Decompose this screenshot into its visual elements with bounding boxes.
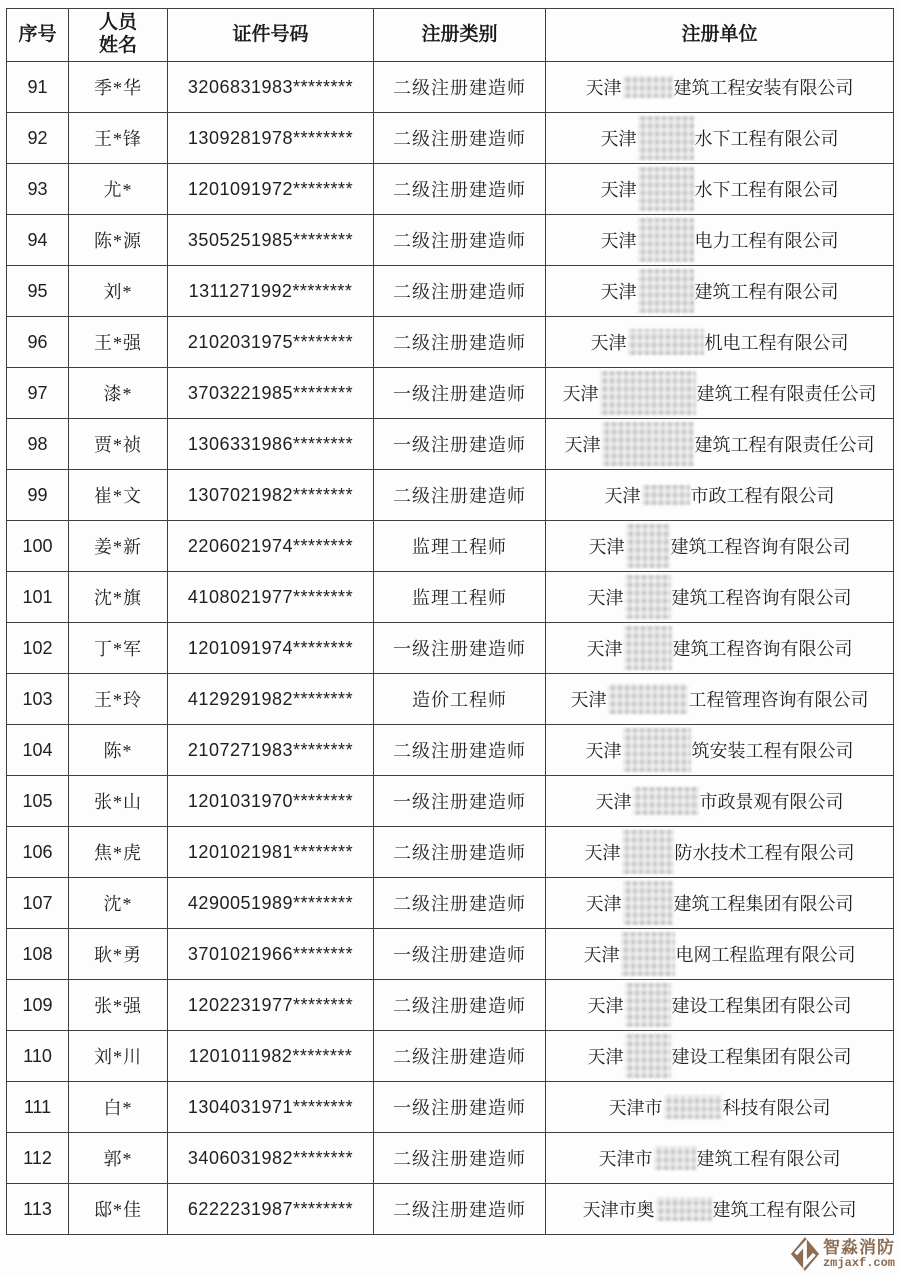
company-name xyxy=(548,269,891,313)
cell-serial-number: 104 xyxy=(7,725,69,776)
cell-person-name: 张*山 xyxy=(69,776,168,827)
redaction-blur-patch xyxy=(625,983,671,1027)
redaction-blur-patch xyxy=(623,881,673,925)
redaction-blur-patch xyxy=(624,626,672,670)
cell-registration-category: 二级注册建造师 xyxy=(374,1133,546,1184)
table-row xyxy=(7,317,894,368)
cell-cert-number: 1201031970******** xyxy=(168,776,374,827)
cell-serial-number: 101 xyxy=(7,572,69,623)
company-name-suffix: 防水技术工程有限公司 xyxy=(674,843,855,863)
cell-cert-number: 1307021982******** xyxy=(168,470,374,521)
cell-serial-number: 98 xyxy=(7,419,69,470)
registration-table xyxy=(6,8,894,1235)
company-name-suffix: 电力工程有限公司 xyxy=(694,231,839,251)
company-name-prefix: 天津 xyxy=(583,945,620,965)
table-row xyxy=(7,1133,894,1184)
cell-registration-company xyxy=(546,1133,894,1184)
cell-serial-number: 113 xyxy=(7,1184,69,1235)
company-name xyxy=(548,422,891,466)
cell-serial-number: 94 xyxy=(7,215,69,266)
company-name-suffix: 水下工程有限公司 xyxy=(694,180,839,200)
cell-cert-number: 2102031975******** xyxy=(168,317,374,368)
cell-cert-number: 4290051989******** xyxy=(168,878,374,929)
table-row xyxy=(7,62,894,113)
table-row xyxy=(7,164,894,215)
cell-person-name: 刘* xyxy=(69,266,168,317)
header-cell-no xyxy=(7,9,69,62)
company-name-suffix: 市政工程有限公司 xyxy=(690,486,835,506)
cell-serial-number: 108 xyxy=(7,929,69,980)
cell-registration-company xyxy=(546,215,894,266)
company-name-suffix: 工程管理咨询有限公司 xyxy=(688,690,869,710)
cell-cert-number: 1311271992******** xyxy=(168,266,374,317)
table-row xyxy=(7,470,894,521)
cell-registration-category: 二级注册建造师 xyxy=(374,827,546,878)
company-name xyxy=(548,167,891,211)
company-name-prefix: 天津 xyxy=(562,384,599,404)
company-name xyxy=(548,983,891,1027)
cell-registration-category: 二级注册建造师 xyxy=(374,1184,546,1235)
company-name-suffix: 建筑工程有限公司 xyxy=(694,282,839,302)
table-row xyxy=(7,623,894,674)
company-name xyxy=(548,932,891,976)
cell-registration-category: 一级注册建造师 xyxy=(374,419,546,470)
company-name xyxy=(548,329,891,355)
zhimiao-logo-icon xyxy=(790,1236,820,1272)
redaction-blur-patch xyxy=(602,422,694,466)
table-row xyxy=(7,1031,894,1082)
company-name-suffix: 建筑工程咨询有限公司 xyxy=(671,588,852,608)
cell-registration-category: 一级注册建造师 xyxy=(374,929,546,980)
header-category-label: 注册类别 xyxy=(421,23,498,45)
cell-person-name: 沈*旗 xyxy=(69,572,168,623)
cell-registration-company xyxy=(546,1082,894,1133)
cell-registration-company xyxy=(546,317,894,368)
redaction-blur-patch xyxy=(625,575,671,619)
company-name-prefix: 天津 xyxy=(590,333,627,353)
cell-registration-company xyxy=(546,980,894,1031)
redaction-blur-patch xyxy=(638,167,694,211)
table-row xyxy=(7,980,894,1031)
redaction-blur-patch xyxy=(638,269,694,313)
redaction-blur-patch xyxy=(654,1146,696,1170)
table-row xyxy=(7,521,894,572)
company-name xyxy=(548,116,891,160)
cell-registration-category: 二级注册建造师 xyxy=(374,980,546,1031)
company-name xyxy=(548,830,891,874)
company-name-prefix: 天津 xyxy=(587,996,624,1016)
company-name-suffix: 筑安装工程有限公司 xyxy=(691,741,854,761)
cell-registration-company xyxy=(546,1031,894,1082)
cell-person-name: 王*玲 xyxy=(69,674,168,725)
company-name-prefix: 天津市 xyxy=(608,1098,663,1118)
header-row xyxy=(7,9,894,62)
table-body xyxy=(7,62,894,1235)
cell-cert-number: 1201011982******** xyxy=(168,1031,374,1082)
cell-cert-number: 1309281978******** xyxy=(168,113,374,164)
redaction-blur-patch xyxy=(638,116,694,160)
cell-serial-number: 102 xyxy=(7,623,69,674)
table-row xyxy=(7,1082,894,1133)
table-row xyxy=(7,419,894,470)
redaction-blur-patch xyxy=(600,371,696,415)
company-name-suffix: 建筑工程有限公司 xyxy=(696,1149,841,1169)
company-name-prefix: 天津 xyxy=(585,741,622,761)
cell-cert-number: 6222231987******** xyxy=(168,1184,374,1235)
company-name xyxy=(548,575,891,619)
cell-person-name: 季*华 xyxy=(69,62,168,113)
redaction-blur-patch xyxy=(664,1095,722,1119)
table-header xyxy=(7,9,894,62)
cell-registration-company xyxy=(546,572,894,623)
cell-registration-category: 二级注册建造师 xyxy=(374,470,546,521)
cell-registration-company xyxy=(546,62,894,113)
cell-serial-number: 91 xyxy=(7,62,69,113)
cell-cert-number: 3206831983******** xyxy=(168,62,374,113)
cell-registration-category: 一级注册建造师 xyxy=(374,368,546,419)
company-name-prefix: 天津 xyxy=(604,486,641,506)
cell-registration-category: 二级注册建造师 xyxy=(374,266,546,317)
company-name-suffix: 建设工程集团有限公司 xyxy=(671,1047,852,1067)
cell-cert-number: 3701021966******** xyxy=(168,929,374,980)
table-row xyxy=(7,572,894,623)
cell-serial-number: 99 xyxy=(7,470,69,521)
header-cell-company xyxy=(546,9,894,62)
cell-cert-number: 2206021974******** xyxy=(168,521,374,572)
cell-serial-number: 92 xyxy=(7,113,69,164)
redaction-blur-patch xyxy=(626,524,670,568)
cell-registration-company xyxy=(546,368,894,419)
table-row xyxy=(7,215,894,266)
company-name-prefix: 天津 xyxy=(586,639,623,659)
company-name-suffix: 建筑工程有限责任公司 xyxy=(694,435,875,455)
company-name xyxy=(548,684,891,714)
redaction-blur-patch xyxy=(625,1034,671,1078)
cell-registration-category: 一级注册建造师 xyxy=(374,623,546,674)
company-name-suffix: 科技有限公司 xyxy=(722,1098,831,1118)
table-row xyxy=(7,725,894,776)
cell-person-name: 沈* xyxy=(69,878,168,929)
company-name-prefix: 天津市奥 xyxy=(582,1200,655,1220)
header-no-label: 序号 xyxy=(18,23,57,45)
cell-cert-number: 1201021981******** xyxy=(168,827,374,878)
cell-registration-company xyxy=(546,674,894,725)
redaction-blur-patch xyxy=(623,728,691,772)
redaction-blur-patch xyxy=(621,932,675,976)
cell-person-name: 姜*新 xyxy=(69,521,168,572)
cell-registration-category: 监理工程师 xyxy=(374,521,546,572)
cell-cert-number: 3505251985******** xyxy=(168,215,374,266)
cell-serial-number: 111 xyxy=(7,1082,69,1133)
cell-serial-number: 110 xyxy=(7,1031,69,1082)
company-name xyxy=(548,1145,891,1171)
header-name-label-line1: 人员 xyxy=(98,12,137,34)
cell-serial-number: 109 xyxy=(7,980,69,1031)
header-cell-cert xyxy=(168,9,374,62)
cell-person-name: 白* xyxy=(69,1082,168,1133)
company-name xyxy=(548,787,891,815)
cell-person-name: 陈* xyxy=(69,725,168,776)
company-name-suffix: 建筑工程集团有限公司 xyxy=(673,894,854,914)
cell-cert-number: 1304031971******** xyxy=(168,1082,374,1133)
watermark-title: 智淼消防 xyxy=(822,1237,895,1257)
cell-cert-number: 2107271983******** xyxy=(168,725,374,776)
company-name xyxy=(548,371,891,415)
cell-registration-company xyxy=(546,1184,894,1235)
cell-registration-company xyxy=(546,521,894,572)
cell-registration-company xyxy=(546,878,894,929)
company-name xyxy=(548,626,891,670)
redaction-blur-patch xyxy=(608,684,688,714)
company-name-prefix: 天津 xyxy=(595,792,632,812)
cell-person-name: 邸*佳 xyxy=(69,1184,168,1235)
company-name-prefix: 天津 xyxy=(584,843,621,863)
cell-person-name: 王*锋 xyxy=(69,113,168,164)
redaction-blur-patch xyxy=(642,485,690,505)
cell-registration-company xyxy=(546,266,894,317)
cell-registration-category: 二级注册建造师 xyxy=(374,725,546,776)
cell-registration-company xyxy=(546,623,894,674)
company-name-suffix: 建筑工程咨询有限公司 xyxy=(670,537,851,557)
watermark-text xyxy=(823,1239,895,1269)
cell-person-name: 丁*军 xyxy=(69,623,168,674)
company-name-prefix: 天津 xyxy=(587,1047,624,1067)
cell-registration-category: 监理工程师 xyxy=(374,572,546,623)
company-name xyxy=(548,728,891,772)
header-cell-name xyxy=(69,9,168,62)
company-name xyxy=(548,482,891,508)
company-name xyxy=(548,881,891,925)
cell-person-name: 焦*虎 xyxy=(69,827,168,878)
company-name xyxy=(548,74,891,100)
company-name-suffix: 水下工程有限公司 xyxy=(694,129,839,149)
company-name-prefix: 天津 xyxy=(600,180,637,200)
cell-serial-number: 106 xyxy=(7,827,69,878)
company-name-prefix: 天津市 xyxy=(598,1149,653,1169)
redaction-blur-patch xyxy=(622,830,674,874)
cell-person-name: 贾*祯 xyxy=(69,419,168,470)
cell-serial-number: 93 xyxy=(7,164,69,215)
table-row xyxy=(7,878,894,929)
table-row xyxy=(7,827,894,878)
company-name-suffix: 机电工程有限公司 xyxy=(704,333,849,353)
table-row xyxy=(7,266,894,317)
watermark-url: zmjaxf.com xyxy=(822,1255,895,1270)
company-name-prefix: 天津 xyxy=(570,690,607,710)
cell-registration-category: 二级注册建造师 xyxy=(374,164,546,215)
cell-registration-company xyxy=(546,725,894,776)
company-name-prefix: 天津 xyxy=(588,537,625,557)
redaction-blur-patch xyxy=(638,218,694,262)
header-cert-label: 证件号码 xyxy=(232,23,309,45)
site-watermark xyxy=(790,1236,895,1272)
company-name xyxy=(548,1034,891,1078)
company-name-suffix: 市政景观有限公司 xyxy=(699,792,844,812)
cell-registration-company xyxy=(546,113,894,164)
cell-serial-number: 100 xyxy=(7,521,69,572)
company-name-prefix: 天津 xyxy=(600,129,637,149)
cell-person-name: 陈*源 xyxy=(69,215,168,266)
cell-registration-category: 一级注册建造师 xyxy=(374,1082,546,1133)
cell-person-name: 崔*文 xyxy=(69,470,168,521)
cell-person-name: 刘*川 xyxy=(69,1031,168,1082)
redaction-blur-patch xyxy=(623,76,673,98)
company-name-prefix: 天津 xyxy=(585,78,622,98)
redaction-blur-patch xyxy=(633,787,699,815)
cell-serial-number: 96 xyxy=(7,317,69,368)
company-name-prefix: 天津 xyxy=(585,894,622,914)
company-name xyxy=(548,218,891,262)
cell-cert-number: 1202231977******** xyxy=(168,980,374,1031)
cell-cert-number: 4129291982******** xyxy=(168,674,374,725)
cell-registration-category: 造价工程师 xyxy=(374,674,546,725)
cell-registration-company xyxy=(546,929,894,980)
company-name-suffix: 建设工程集团有限公司 xyxy=(671,996,852,1016)
company-name-suffix: 建筑工程有限公司 xyxy=(712,1200,857,1220)
table-row xyxy=(7,929,894,980)
cell-person-name: 张*强 xyxy=(69,980,168,1031)
header-cell-category xyxy=(374,9,546,62)
company-name-suffix: 建筑工程咨询有限公司 xyxy=(672,639,853,659)
company-name-prefix: 天津 xyxy=(564,435,601,455)
cell-serial-number: 95 xyxy=(7,266,69,317)
table-row xyxy=(7,1184,894,1235)
cell-person-name: 王*强 xyxy=(69,317,168,368)
table-row xyxy=(7,674,894,725)
cell-cert-number: 3406031982******** xyxy=(168,1133,374,1184)
cell-registration-category: 二级注册建造师 xyxy=(374,215,546,266)
company-name-prefix: 天津 xyxy=(600,282,637,302)
company-name-suffix: 建筑工程安装有限公司 xyxy=(673,78,854,98)
cell-registration-category: 二级注册建造师 xyxy=(374,62,546,113)
cell-registration-company xyxy=(546,827,894,878)
cell-registration-company xyxy=(546,776,894,827)
cell-cert-number: 4108021977******** xyxy=(168,572,374,623)
cell-person-name: 郭* xyxy=(69,1133,168,1184)
company-name-prefix: 天津 xyxy=(587,588,624,608)
cell-serial-number: 105 xyxy=(7,776,69,827)
cell-registration-company xyxy=(546,419,894,470)
table-row xyxy=(7,776,894,827)
cell-person-name: 漆* xyxy=(69,368,168,419)
cell-serial-number: 112 xyxy=(7,1133,69,1184)
redaction-blur-patch xyxy=(656,1197,712,1221)
header-company-label: 注册单位 xyxy=(681,23,758,45)
company-name xyxy=(548,524,891,568)
company-name xyxy=(548,1196,891,1222)
cell-serial-number: 97 xyxy=(7,368,69,419)
cell-cert-number: 1306331986******** xyxy=(168,419,374,470)
table-row xyxy=(7,113,894,164)
cell-registration-category: 二级注册建造师 xyxy=(374,113,546,164)
cell-registration-company xyxy=(546,164,894,215)
cell-cert-number: 1201091972******** xyxy=(168,164,374,215)
cell-registration-category: 二级注册建造师 xyxy=(374,878,546,929)
cell-cert-number: 1201091974******** xyxy=(168,623,374,674)
company-name-suffix: 建筑工程有限责任公司 xyxy=(696,384,877,404)
cell-cert-number: 3703221985******** xyxy=(168,368,374,419)
company-name-prefix: 天津 xyxy=(600,231,637,251)
company-name-suffix: 电网工程监理有限公司 xyxy=(675,945,856,965)
cell-person-name: 耿*勇 xyxy=(69,929,168,980)
cell-registration-category: 一级注册建造师 xyxy=(374,776,546,827)
company-name xyxy=(548,1094,891,1120)
cell-person-name: 尤* xyxy=(69,164,168,215)
cell-registration-category: 二级注册建造师 xyxy=(374,317,546,368)
cell-registration-company xyxy=(546,470,894,521)
header-name-label-line2: 姓名 xyxy=(98,35,137,56)
cell-serial-number: 107 xyxy=(7,878,69,929)
cell-serial-number: 103 xyxy=(7,674,69,725)
table-row xyxy=(7,368,894,419)
redaction-blur-patch xyxy=(628,329,704,355)
cell-registration-category: 二级注册建造师 xyxy=(374,1031,546,1082)
